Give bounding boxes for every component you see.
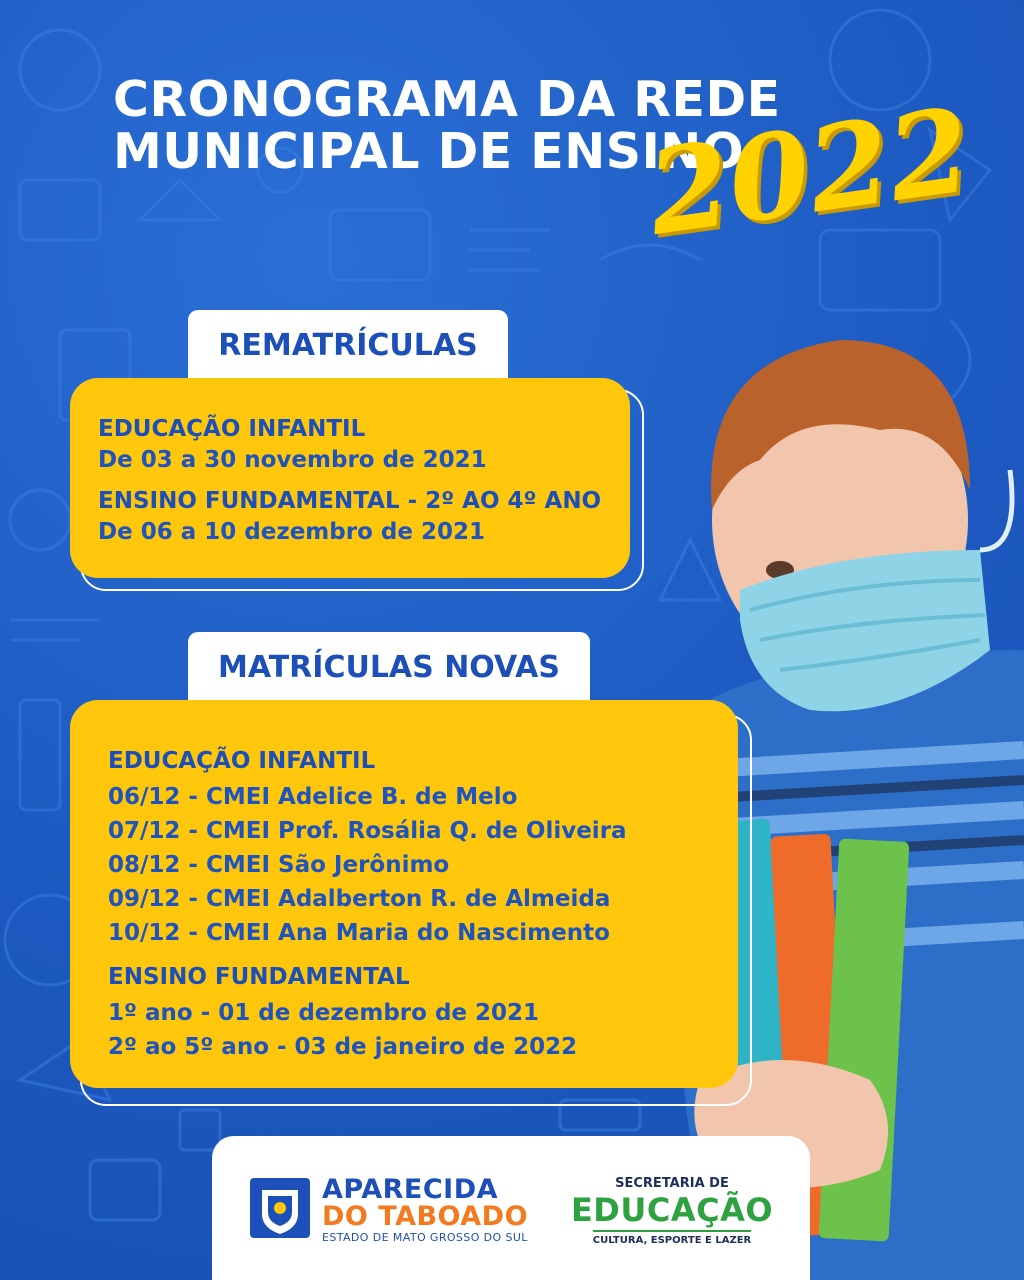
rematriculas-infantil-dates: De 03 a 30 novembro de 2021 bbox=[98, 447, 487, 473]
matriculas-fundamental-heading: ENSINO FUNDAMENTAL bbox=[108, 964, 410, 990]
rematriculas-tab: REMATRÍCULAS bbox=[188, 310, 508, 380]
year-badge: 2022 bbox=[640, 82, 979, 262]
rematriculas-card bbox=[70, 378, 630, 578]
rematriculas-infantil-heading: EDUCAÇÃO INFANTIL bbox=[98, 416, 366, 442]
matriculas-infantil-heading: EDUCAÇÃO INFANTIL bbox=[108, 748, 376, 774]
city-crest-icon bbox=[248, 1176, 312, 1240]
secretaria-label: SECRETARIA DE bbox=[615, 1176, 729, 1191]
list-item: 10/12 - CMEI Ana Maria do Nascimento bbox=[108, 920, 610, 946]
title-line-2: MUNICIPAL DE ENSINO bbox=[113, 123, 744, 180]
title-line-1: CRONOGRAMA DA REDE bbox=[113, 71, 781, 128]
matriculas-novas-card bbox=[70, 700, 738, 1088]
city-name-line-2: DO TABOADO bbox=[322, 1201, 529, 1232]
matriculas-novas-tab: MATRÍCULAS NOVAS bbox=[188, 632, 590, 702]
municipality-logo bbox=[248, 1176, 528, 1245]
educacao-label: EDUCAÇÃO bbox=[570, 1191, 774, 1229]
list-item: 1º ano - 01 de dezembro de 2021 bbox=[108, 1000, 540, 1026]
rematriculas-fundamental-heading: ENSINO FUNDAMENTAL - 2º AO 4º ANO bbox=[98, 488, 602, 514]
secretaria-subtitle: CULTURA, ESPORTE E LAZER bbox=[593, 1230, 751, 1248]
list-item: 09/12 - CMEI Adalberton R. de Almeida bbox=[108, 886, 611, 912]
list-item: 2º ao 5º ano - 03 de janeiro de 2022 bbox=[108, 1034, 578, 1060]
list-item: 07/12 - CMEI Prof. Rosália Q. de Oliveira bbox=[108, 818, 627, 844]
state-name: ESTADO DE MATO GROSSO DO SUL bbox=[322, 1231, 528, 1244]
rematriculas-fundamental-dates: De 06 a 10 dezembro de 2021 bbox=[98, 519, 485, 545]
city-name-line-1: APARECIDA bbox=[322, 1174, 499, 1205]
footer-logos bbox=[212, 1136, 810, 1280]
list-item: 06/12 - CMEI Adelice B. de Melo bbox=[108, 784, 518, 810]
secretaria-logo bbox=[564, 1176, 780, 1248]
list-item: 08/12 - CMEI São Jerônimo bbox=[108, 852, 450, 878]
